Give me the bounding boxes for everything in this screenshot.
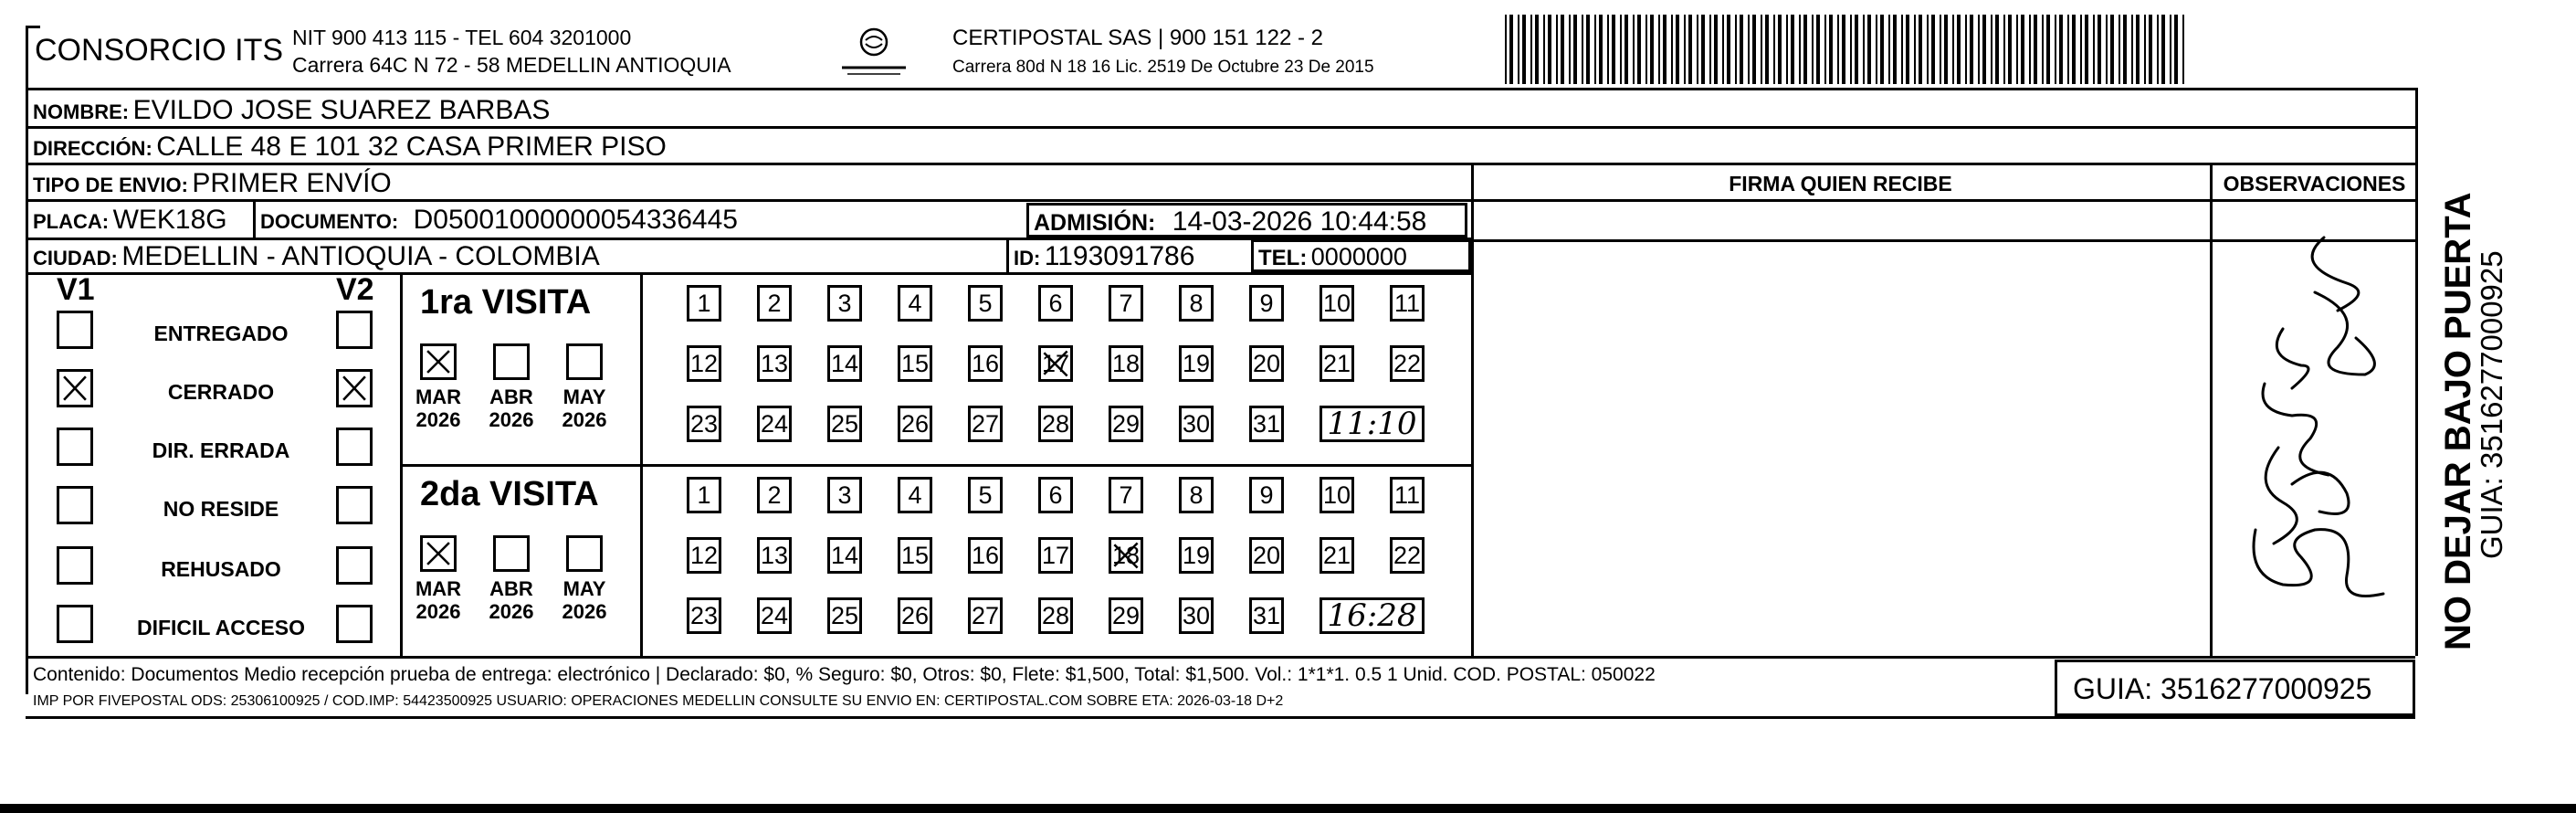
footer-contenido: Contenido: Documentos Medio recepción prueba de entrega: electrónico | Declarado: $0, % Seguro: $0, Otros: $0, Flete: $1,500, Total: $1,500. Vol.: 1*1*1. 0.5 1 Unid. COD. POSTAL: 050022 [33,664,1656,685]
visit-time: 16:28 [1320,597,1425,634]
month-year: 2026 [489,408,534,432]
day-box[interactable]: 3 [827,285,862,322]
day-box[interactable]: 18 [1109,345,1143,382]
day-box[interactable]: 24 [757,406,792,442]
status-reason-label: CERRADO [167,380,275,404]
direccion-label: DIRECCIÓN: [33,137,152,160]
v2-checkbox[interactable] [336,486,373,524]
day-box[interactable]: 9 [1249,285,1284,322]
side-guia: GUIA: 3516277000925 [2475,250,2508,559]
tel-row [1258,245,1407,269]
rule-tipo [26,199,2415,202]
ciudad-label: CIUDAD: [33,247,118,269]
nombre-value: EVILDO JOSE SUAREZ BARBAS [132,95,551,125]
day-box[interactable]: 22 [1390,537,1425,574]
tipo-row [33,170,392,197]
rule-ciudad [26,272,1471,275]
v2-checkbox[interactable] [336,311,373,349]
day-box[interactable]: 7 [1109,477,1143,513]
day-box[interactable]: 24 [757,597,792,634]
rule-bottom [26,656,2415,659]
day-box[interactable]: 16 [968,345,1003,382]
placa-label: PLACA: [33,210,110,233]
month-year: 2026 [562,600,607,624]
documento-value: D05001000000054336445 [413,205,738,235]
month-checkbox[interactable] [420,535,457,572]
day-box[interactable]: 29 [1109,406,1143,442]
day-box[interactable]: 4 [898,285,932,322]
day-box[interactable]: 11 [1390,477,1425,513]
day-box[interactable]: 1 [687,285,721,322]
month-year: 2026 [489,600,534,624]
nit-line: NIT 900 413 115 - TEL 604 3201000 [292,26,632,49]
month-label [552,385,616,432]
month-label [479,385,543,432]
month-year: 2026 [415,408,461,432]
day-box[interactable]: 15 [898,345,932,382]
day-box[interactable]: 25 [827,597,862,634]
day-box[interactable]: 14 [827,345,862,382]
id-label: ID: [1014,247,1041,269]
status-reason-label: REHUSADO [161,557,281,581]
admision-value: 14-03-2026 10:44:58 [1172,206,1427,237]
month-label [552,577,616,624]
month-name: MAY [563,577,606,600]
day-box[interactable]: 27 [968,406,1003,442]
day-box[interactable]: 17 [1038,345,1073,382]
month-name: ABR [489,577,533,600]
day-box[interactable]: 12 [687,537,721,574]
rule-obs-left [2210,163,2213,656]
month-year: 2026 [415,600,461,624]
rule-direccion [26,163,2415,165]
day-box[interactable]: 13 [757,345,792,382]
tipo-value: PRIMER ENVÍO [192,168,392,198]
month-label [479,577,543,624]
day-box[interactable]: 14 [827,537,862,574]
day-box[interactable]: 5 [968,477,1003,513]
documento-row [260,206,738,234]
day-box[interactable]: 20 [1249,345,1284,382]
guia-box-text: GUIA: 3516277000925 [2073,672,2372,705]
month-checkbox[interactable] [493,343,530,380]
day-box[interactable]: 15 [898,537,932,574]
barcode-icon [1505,15,2190,84]
day-box[interactable]: 23 [687,406,721,442]
day-box[interactable]: 10 [1320,285,1354,322]
v1-label: V1 [57,272,95,307]
day-box[interactable]: 5 [968,285,1003,322]
day-box[interactable]: 20 [1249,537,1284,574]
rule-footer-bottom [26,716,2415,719]
v1-checkbox[interactable] [57,546,93,585]
day-box[interactable]: 2 [757,477,792,513]
carrier-line: CERTIPOSTAL SAS | 900 151 122 - 2 [952,26,1323,50]
day-box[interactable]: 16 [968,537,1003,574]
month-name: MAY [563,385,606,408]
month-name: MAR [415,577,462,600]
month-checkbox[interactable] [493,535,530,572]
side-notice: NO DEJAR BAJO PUERTA [2438,192,2478,650]
day-box[interactable]: 25 [827,406,862,442]
day-box[interactable]: 28 [1038,597,1073,634]
v2-checkbox[interactable] [336,428,373,466]
month-name: MAR [415,385,462,408]
v1-checkbox[interactable] [57,486,93,524]
observaciones-header: OBSERVACIONES [2223,172,2406,195]
ciudad-value: MEDELLIN - ANTIOQUIA - COLOMBIA [121,241,600,271]
v1-checkbox[interactable] [57,605,93,643]
day-box[interactable]: 26 [898,406,932,442]
tipo-label: TIPO DE ENVIO: [33,174,188,196]
rule-placa-split [253,199,256,238]
ciudad-row [33,243,600,270]
day-box[interactable]: 8 [1179,285,1214,322]
month-label [406,577,470,624]
id-row [1014,243,1194,270]
id-value: 1193091786 [1044,241,1195,271]
rule-obs-right [2415,163,2418,656]
admision-row [1034,208,1426,236]
v2-checkbox[interactable] [336,605,373,643]
day-box[interactable]: 4 [898,477,932,513]
day-box[interactable]: 21 [1320,537,1354,574]
rule-nombre [26,126,2415,129]
status-reason-label: DIFICIL ACCESO [136,616,305,639]
day-box[interactable]: 31 [1249,597,1284,634]
day-box[interactable]: 13 [757,537,792,574]
v1-checkbox[interactable] [57,311,93,349]
day-box[interactable]: 22 [1390,345,1425,382]
direccion-value: CALLE 48 E 101 32 CASA PRIMER PISO [156,132,667,162]
visit-time: 11:10 [1320,406,1425,442]
month-checkbox[interactable] [566,535,603,572]
v2-label: V2 [336,272,374,307]
day-box[interactable]: 19 [1179,537,1214,574]
status-reason-label: DIR. ERRADA [152,438,290,462]
day-box[interactable]: 9 [1249,477,1284,513]
status-reason-label: NO RESIDE [163,497,279,521]
footer-imp: IMP POR FIVEPOSTAL ODS: 25306100925 / COD.IMP: 54423500925 USUARIO: OPERACIONES MEDELLIN CONSULTE SU ENVIO EN: CERTIPOSTAL.COM SOBRE ETA: 2026-03-18 D+2 [33,693,1284,709]
nombre-label: NOMBRE: [33,100,130,123]
placa-value: WEK18G [112,205,227,235]
day-box[interactable]: 27 [968,597,1003,634]
day-box[interactable]: 18 [1109,537,1143,574]
direccion-row [33,133,667,161]
day-box[interactable]: 21 [1320,345,1354,382]
v2-checkbox[interactable] [336,546,373,585]
day-box[interactable]: 6 [1038,285,1073,322]
v1-checkbox[interactable] [57,369,93,407]
day-box[interactable]: 26 [898,597,932,634]
nombre-row [33,97,550,124]
company-address: Carrera 64C N 72 - 58 MEDELLIN ANTIOQUIA [292,53,731,77]
day-box[interactable]: 11 [1390,285,1425,322]
day-box[interactable]: 29 [1109,597,1143,634]
day-box[interactable]: 2 [757,285,792,322]
rule-top [26,88,2415,90]
certipostal-logo [833,24,915,79]
tel-label: TEL: [1258,246,1308,270]
month-year: 2026 [562,408,607,432]
day-box[interactable]: 30 [1179,597,1214,634]
day-box[interactable]: 23 [687,597,721,634]
month-label [406,385,470,432]
month-name: ABR [489,385,533,408]
month-checkbox[interactable] [566,343,603,380]
day-box[interactable]: 12 [687,345,721,382]
signature-icon [2228,228,2402,612]
carrier-address: Carrera 80d N 18 16 Lic. 2519 De Octubre 23 De 2015 [952,58,1374,77]
visit-title: 2da VISITA [420,475,599,513]
day-box[interactable]: 30 [1179,406,1214,442]
day-box[interactable]: 6 [1038,477,1073,513]
day-box[interactable]: 31 [1249,406,1284,442]
page-bottom-bar [0,804,2576,813]
rule-firma-left [1471,163,1474,656]
v2-checkbox[interactable] [336,369,373,407]
day-box[interactable]: 19 [1179,345,1214,382]
firma-header: FIRMA QUIEN RECIBE [1729,172,1952,195]
company-name: CONSORCIO ITS [35,33,284,68]
status-reason-label: ENTREGADO [153,322,289,345]
day-box[interactable]: 1 [687,477,721,513]
placa-row [33,206,227,234]
day-box[interactable]: 8 [1179,477,1214,513]
visit-title: 1ra VISITA [420,283,592,322]
corner-mark [26,26,40,28]
month-checkbox[interactable] [420,343,457,380]
day-box[interactable]: 28 [1038,406,1073,442]
day-box[interactable]: 3 [827,477,862,513]
rule-id-split [1006,239,1009,272]
day-box[interactable]: 17 [1038,537,1073,574]
day-box[interactable]: 10 [1320,477,1354,513]
admision-label: ADMISIÓN: [1034,210,1156,236]
v1-checkbox[interactable] [57,428,93,466]
rule-visit-split [400,464,1471,467]
documento-label: DOCUMENTO: [260,210,399,233]
tel-value: 0000000 [1310,243,1407,270]
day-box[interactable]: 7 [1109,285,1143,322]
